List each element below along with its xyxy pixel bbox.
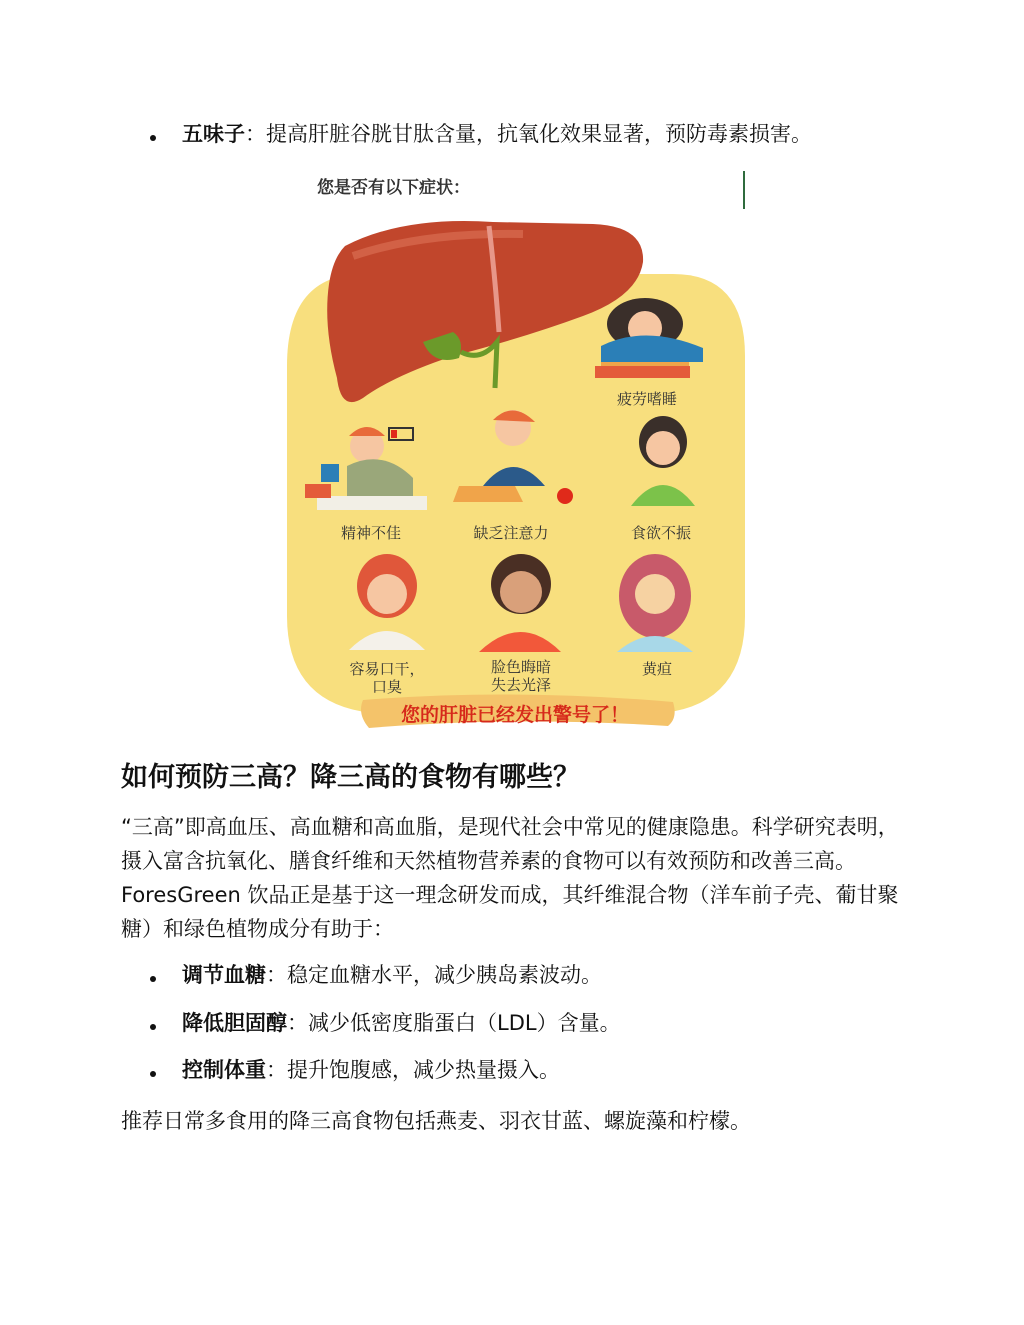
bullet-cholesterol: [150, 1011, 621, 1036]
symptom-label: 疲劳嗜睡: [616, 390, 678, 408]
bullet-weight: [150, 1058, 560, 1083]
symptom-label: 食欲不振: [630, 524, 692, 542]
bullet-term: 调节血糖: [182, 963, 266, 987]
symptom-label: 精神不佳: [340, 524, 402, 542]
body-paragraph: “三高”即高血压、高血糖和高血脂，是现代社会中常见的健康隐患。科学研究表明，摄入富含抗氧化、膳食纤维和天然植物营养素的食物可以有效预防和改善三高。ForesGreen 饮品正是基于这一理念研发而成，其纤维混合物（洋车前子壳、葡甘聚糖）和绿色植物成分有助于：: [121, 815, 899, 941]
closing-sentence: 推荐日常多食用的降三高食物包括燕麦、羽衣甘蓝、螺旋藻和柠檬。: [121, 1109, 751, 1133]
symptom-label: 黄疸: [641, 660, 673, 678]
bullet-text: 稳定血糖水平，减少胰岛素波动。: [287, 963, 602, 987]
bullet-dot: [150, 976, 156, 982]
bullet-text: 提高肝脏谷胱甘肽含量，抗氧化效果显著，预防毒素损害。: [266, 122, 812, 146]
symptom-label: 缺乏注意力: [473, 524, 549, 542]
bullet-wuweizi: [150, 122, 812, 147]
bullet-separator: ：: [266, 963, 287, 987]
warning-text: 您的肝脏已经发出警号了！: [400, 704, 630, 726]
bullet-text: 减少低密度脂蛋白（LDL）含量。: [308, 1011, 621, 1035]
bullet-dot: [150, 1024, 156, 1030]
section-title: 如何预防三高？降三高的食物有哪些？: [121, 762, 580, 793]
bullet-blood-sugar: [150, 963, 602, 988]
symptom-label: 口臭: [371, 678, 403, 696]
divider-line: [743, 171, 745, 209]
bullet-term: 五味子: [182, 122, 245, 146]
bullet-separator: ：: [245, 122, 266, 146]
bullet-term: 控制体重: [182, 1058, 266, 1082]
bullet-text: 提升饱腹感，减少热量摄入。: [287, 1058, 560, 1082]
bullet-separator: ：: [266, 1058, 287, 1082]
liver-symptoms-infographic: [283, 166, 749, 732]
bullet-term: 降低胆固醇: [182, 1011, 287, 1035]
bullet-dot: [150, 1071, 156, 1077]
symptom-label: 容易口干，: [349, 660, 425, 678]
infographic-header: 您是否有以下症状：: [317, 178, 470, 198]
symptom-label: 脸色晦暗: [490, 658, 552, 676]
bullet-separator: ：: [287, 1011, 308, 1035]
bullet-dot: [150, 135, 156, 141]
symptom-label: 失去光泽: [490, 676, 552, 694]
